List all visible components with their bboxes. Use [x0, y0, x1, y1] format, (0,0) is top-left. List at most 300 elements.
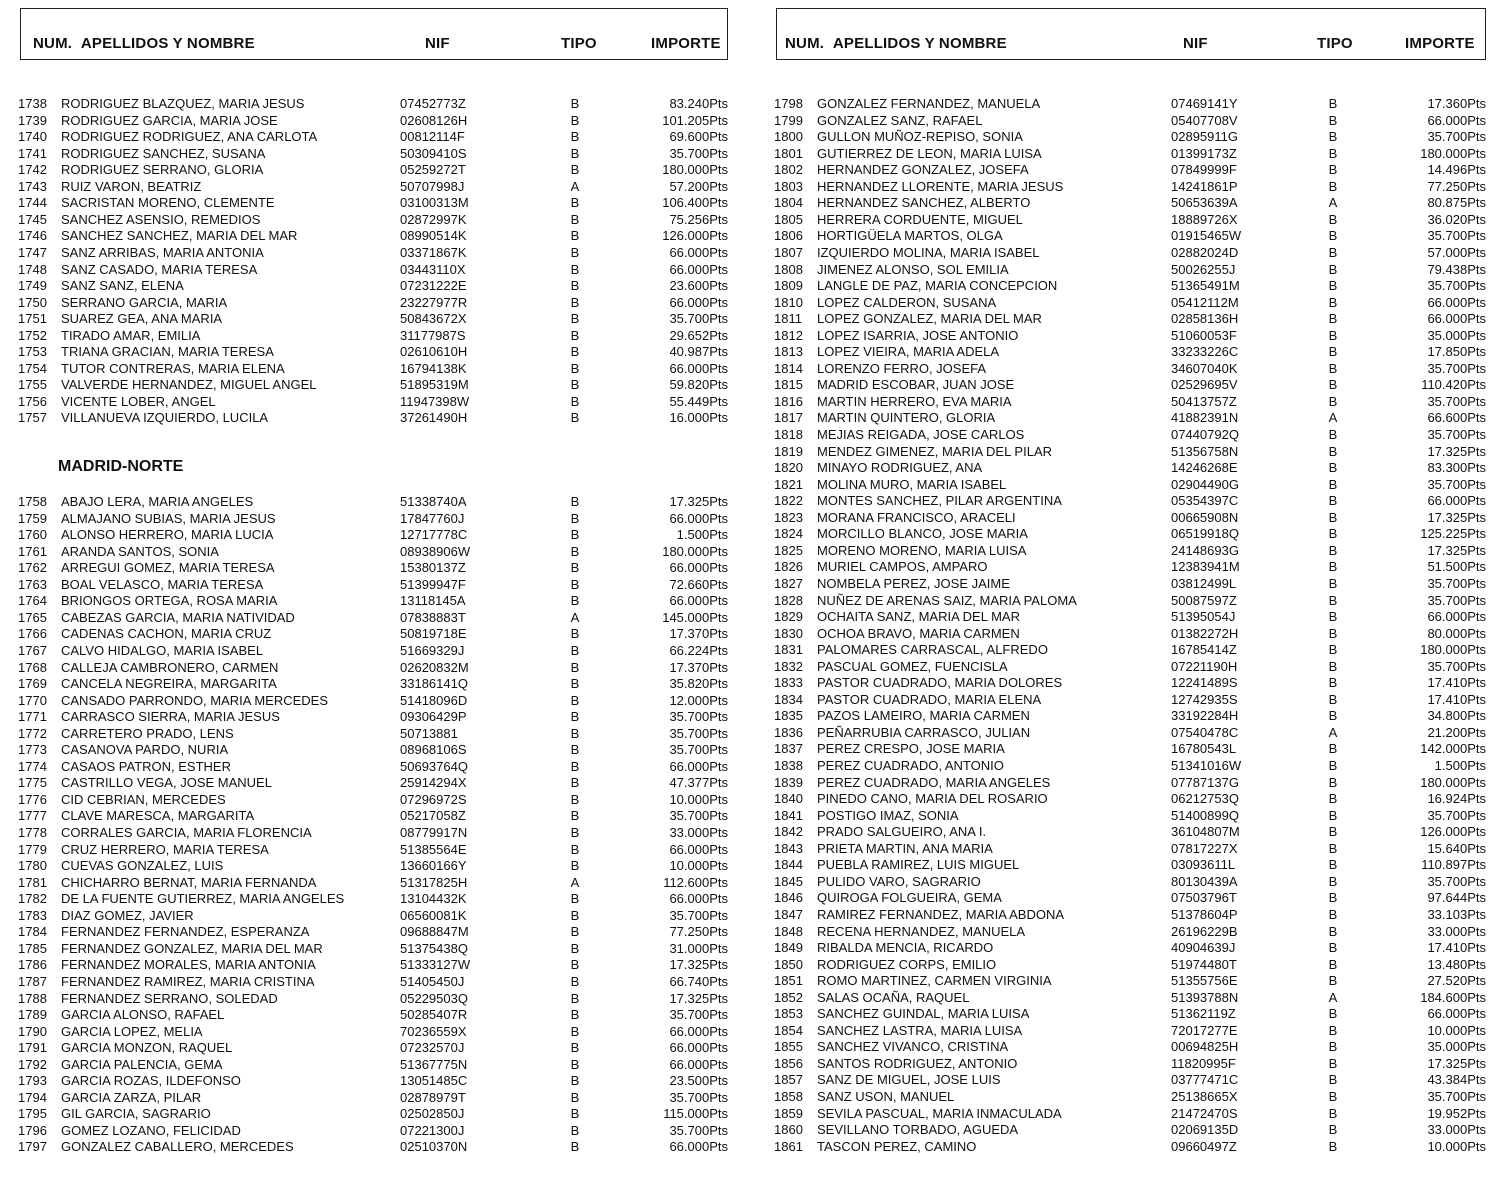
row-name: VICENTE LOBER, ANGEL — [61, 393, 216, 409]
row-num: 1855 — [774, 1039, 803, 1055]
row-importe: 66.000Pts — [669, 758, 728, 774]
table-row — [14, 494, 728, 510]
row-num: 1843 — [774, 840, 803, 856]
row-name: CANCELA NEGREIRA, MARGARITA — [61, 676, 277, 692]
row-tipo: B — [1328, 691, 1338, 707]
row-importe: 66.000Pts — [669, 294, 728, 310]
row-nif: 51974480T — [1171, 956, 1237, 972]
row-tipo: B — [1328, 1072, 1338, 1088]
table-row — [14, 344, 728, 360]
header-num: NUM. — [33, 35, 73, 52]
row-tipo: B — [570, 758, 580, 774]
row-name: NUÑEZ DE ARENAS SAIZ, MARIA PALOMA — [817, 592, 1077, 608]
row-nif: 41882391N — [1171, 410, 1239, 426]
row-tipo: B — [1328, 1006, 1338, 1022]
row-num: 1776 — [18, 791, 47, 807]
row-importe: 77.250Pts — [1427, 178, 1486, 194]
row-num: 1754 — [18, 360, 47, 376]
row-tipo: B — [1328, 244, 1338, 260]
table-row — [14, 957, 728, 973]
table-row — [14, 278, 728, 294]
table-row — [770, 262, 1486, 278]
row-importe: 12.000Pts — [669, 692, 728, 708]
row-nif: 50026255J — [1171, 261, 1236, 277]
table-row — [770, 344, 1486, 360]
row-name: MEJIAS REIGADA, JOSE CARLOS — [817, 427, 1025, 442]
row-num: 1804 — [774, 195, 803, 211]
row-importe: 33.103Pts — [1427, 906, 1486, 922]
row-nif: 50285407R — [400, 1007, 468, 1023]
row-num: 1812 — [774, 327, 803, 343]
table-row — [770, 642, 1486, 658]
row-importe: 66.000Pts — [1427, 1006, 1486, 1022]
row-importe: 77.250Pts — [669, 924, 728, 940]
row-tipo: B — [570, 1106, 580, 1122]
row-importe: 17.325Pts — [669, 990, 728, 1006]
row-num: 1822 — [774, 493, 803, 509]
row-importe: 79.438Pts — [1427, 261, 1486, 277]
row-nif: 05354397C — [1171, 493, 1239, 509]
table-row — [770, 1039, 1486, 1055]
row-name: POSTIGO IMAZ, SONIA — [817, 807, 959, 823]
row-tipo: B — [570, 393, 580, 409]
row-importe: 66.000Pts — [669, 1056, 728, 1072]
header-importe: IMPORTE — [651, 35, 721, 52]
row-name: SANCHEZ SANCHEZ, MARIA DEL MAR — [61, 228, 298, 244]
row-name: MOLINA MURO, MARIA ISABEL — [817, 476, 1007, 492]
row-num: 1797 — [18, 1139, 47, 1155]
row-num: 1781 — [18, 874, 47, 890]
row-nif: 07817227X — [1171, 840, 1238, 856]
row-nif: 02510370N — [400, 1139, 468, 1155]
row-name: CANSADO PARRONDO, MARIA MERCEDES — [61, 692, 329, 708]
row-importe: 19.952Pts — [1427, 1105, 1486, 1121]
row-num: 1841 — [774, 807, 803, 823]
row-tipo: B — [570, 1007, 580, 1023]
row-num: 1748 — [18, 261, 47, 277]
table-row — [770, 328, 1486, 344]
row-nif: 12383941M — [1171, 559, 1240, 575]
row-importe: 80.000Pts — [1427, 625, 1486, 641]
row-name: SANCHEZ LASTRA, MARIA LUISA — [817, 1022, 1023, 1038]
row-tipo: B — [1328, 476, 1338, 492]
row-name: SACRISTAN MORENO, CLEMENTE — [61, 195, 275, 211]
row-nif: 16780543L — [1171, 741, 1237, 757]
table-row — [770, 295, 1486, 311]
row-importe: 35.700Pts — [669, 725, 728, 741]
row-name: RUIZ VARON, BEATRIZ — [61, 178, 202, 194]
row-num: 1780 — [18, 858, 47, 874]
table-row — [14, 113, 728, 129]
row-tipo: A — [1328, 724, 1338, 740]
row-importe: 13.480Pts — [1427, 956, 1486, 972]
table-row — [770, 725, 1486, 741]
row-importe: 180.000Pts — [662, 543, 728, 559]
row-importe: 66.000Pts — [669, 593, 728, 609]
row-nif: 07503796T — [1171, 890, 1237, 906]
row-importe: 35.700Pts — [1427, 278, 1486, 294]
row-nif: 03443110X — [400, 261, 466, 277]
row-name: PEÑARRUBIA CARRASCO, JULIAN — [817, 724, 1031, 740]
row-num: 1809 — [774, 278, 803, 294]
row-importe: 17.325Pts — [1427, 542, 1486, 558]
row-nif: 72017277E — [1171, 1022, 1238, 1038]
row-importe: 14.496Pts — [1427, 162, 1486, 178]
row-tipo: B — [570, 1089, 580, 1105]
row-importe: 1.500Pts — [1434, 758, 1486, 773]
row-name: FERNANDEZ FERNANDEZ, ESPERANZA — [61, 924, 310, 940]
table-row — [14, 195, 728, 211]
row-importe: 35.700Pts — [1427, 1089, 1486, 1104]
row-importe: 17.325Pts — [669, 494, 728, 509]
row-importe: 40.987Pts — [669, 344, 728, 360]
row-num: 1771 — [18, 709, 47, 725]
row-tipo: A — [570, 609, 580, 625]
row-tipo: A — [1328, 410, 1338, 426]
row-tipo: B — [1328, 824, 1338, 840]
row-tipo: B — [570, 593, 580, 609]
row-num: 1783 — [18, 907, 47, 923]
row-importe: 59.820Pts — [669, 377, 728, 393]
row-nif: 50309410S — [400, 145, 467, 161]
table-row — [770, 675, 1486, 691]
row-nif: 51333127W — [400, 957, 471, 973]
row-importe: 80.875Pts — [1427, 195, 1486, 211]
row-tipo: B — [1328, 493, 1338, 509]
table-row — [770, 510, 1486, 526]
row-nif: 37261490H — [400, 410, 468, 426]
row-importe: 115.000Pts — [663, 1106, 728, 1122]
row-num: 1756 — [18, 393, 47, 409]
row-num: 1810 — [774, 294, 803, 310]
table-row — [14, 361, 728, 377]
row-nif: 14246268E — [1171, 460, 1238, 476]
row-num: 1842 — [774, 824, 803, 840]
row-name: SALAS OCAÑA, RAQUEL — [817, 989, 970, 1005]
row-num: 1764 — [18, 593, 47, 609]
table-row — [770, 212, 1486, 228]
row-nif: 07540478C — [1171, 724, 1239, 740]
table-row — [14, 511, 728, 527]
row-nif: 05229503Q — [400, 990, 468, 1006]
row-nif: 51418096D — [400, 692, 468, 708]
row-importe: 66.224Pts — [669, 642, 728, 658]
row-name: HERRERA CORDUENTE, MIGUEL — [817, 211, 1023, 227]
row-name: LANGLE DE PAZ, MARIA CONCEPCION — [817, 278, 1058, 294]
row-num: 1757 — [18, 410, 47, 426]
row-tipo: B — [570, 924, 580, 940]
row-importe: 126.000Pts — [662, 228, 728, 244]
row-nif: 12742935S — [1171, 691, 1238, 707]
table-row — [770, 957, 1486, 973]
row-num: 1832 — [774, 658, 803, 674]
row-tipo: B — [570, 327, 580, 343]
row-nif: 02529695V — [1171, 377, 1238, 393]
row-importe: 97.644Pts — [1427, 890, 1486, 906]
row-nif: 09688847M — [400, 924, 469, 940]
row-tipo: B — [570, 311, 580, 327]
row-tipo: B — [570, 294, 580, 310]
table-row — [14, 1057, 728, 1073]
table-row — [770, 228, 1486, 244]
table-row — [770, 311, 1486, 327]
row-num: 1753 — [18, 344, 47, 360]
row-name: CORRALES GARCIA, MARIA FLORENCIA — [61, 825, 312, 840]
row-nif: 07849999F — [1171, 162, 1237, 178]
row-name: LOPEZ GONZALEZ, MARIA DEL MAR — [817, 311, 1042, 327]
row-name: GOMEZ LOZANO, FELICIDAD — [61, 1122, 241, 1138]
row-name: PEREZ CUADRADO, ANTONIO — [817, 758, 1004, 773]
row-tipo: B — [570, 211, 580, 227]
row-nif: 51365491M — [1171, 278, 1240, 294]
row-name: RODRIGUEZ CORPS, EMILIO — [817, 956, 997, 972]
row-tipo: B — [570, 377, 580, 393]
row-importe: 10.000Pts — [1427, 1022, 1486, 1038]
row-nif: 24148693G — [1171, 542, 1239, 558]
row-name: LOPEZ CALDERON, SUSANA — [817, 294, 997, 310]
table-row — [14, 1040, 728, 1056]
row-num: 1768 — [18, 659, 47, 675]
row-tipo: B — [1328, 228, 1338, 244]
row-num: 1766 — [18, 626, 47, 642]
row-importe: 184.600Pts — [1420, 989, 1486, 1005]
row-num: 1836 — [774, 724, 803, 740]
table-row — [770, 890, 1486, 906]
row-nif: 51060053F — [1171, 327, 1237, 343]
row-nif: 03812499L — [1171, 575, 1237, 591]
table-row — [14, 775, 728, 791]
row-name: CASANOVA PARDO, NURIA — [61, 742, 229, 758]
row-num: 1818 — [774, 427, 803, 442]
row-name: MARTIN HERRERO, EVA MARIA — [817, 393, 1012, 409]
row-nif: 51393788N — [1171, 989, 1239, 1005]
row-nif: 07787137G — [1171, 774, 1239, 790]
table-row — [14, 858, 728, 874]
row-importe: 36.020Pts — [1427, 211, 1486, 227]
table-row — [770, 1089, 1486, 1105]
row-num: 1758 — [18, 494, 47, 509]
row-name: ALONSO HERRERO, MARIA LUCIA — [61, 527, 274, 543]
row-name: NOMBELA PEREZ, JOSE JAIME — [817, 575, 1010, 591]
row-name: RODRIGUEZ BLAZQUEZ, MARIA JESUS — [61, 96, 305, 111]
row-tipo: B — [570, 195, 580, 211]
row-importe: 35.700Pts — [1427, 360, 1486, 376]
row-tipo: B — [1328, 758, 1338, 773]
row-name: RAMIREZ FERNANDEZ, MARIA ABDONA — [817, 906, 1065, 922]
table-row — [770, 1072, 1486, 1088]
row-num: 1750 — [18, 294, 47, 310]
row-nif: 13118145A — [400, 593, 466, 609]
row-importe: 47.377Pts — [669, 775, 728, 791]
table-row — [770, 907, 1486, 923]
row-num: 1744 — [18, 195, 47, 211]
row-num: 1787 — [18, 973, 47, 989]
table-row — [14, 626, 728, 642]
row-num: 1740 — [18, 129, 47, 145]
table-row — [770, 245, 1486, 261]
table-row — [770, 493, 1486, 509]
table-row — [770, 1106, 1486, 1122]
row-importe: 66.000Pts — [669, 360, 728, 376]
row-num: 1814 — [774, 360, 803, 376]
row-importe: 10.000Pts — [1427, 1138, 1486, 1154]
row-name: MINAYO RODRIGUEZ, ANA — [817, 460, 983, 476]
row-num: 1773 — [18, 742, 47, 758]
row-importe: 16.000Pts — [669, 410, 728, 426]
row-num: 1774 — [18, 758, 47, 774]
row-importe: 66.600Pts — [1427, 410, 1486, 426]
table-row — [770, 775, 1486, 791]
table-row — [770, 460, 1486, 476]
row-nif: 50819718E — [400, 626, 467, 642]
table-row — [770, 162, 1486, 178]
row-tipo: B — [570, 676, 580, 692]
row-num: 1802 — [774, 162, 803, 178]
row-importe: 35.700Pts — [669, 709, 728, 725]
row-tipo: B — [570, 891, 580, 907]
row-num: 1760 — [18, 527, 47, 543]
table-row — [14, 610, 728, 626]
row-nif: 08968106S — [400, 742, 467, 758]
table-row — [14, 1073, 728, 1089]
table-row — [14, 96, 728, 112]
row-nif: 02878979T — [400, 1089, 466, 1105]
row-name: CASAOS PATRON, ESTHER — [61, 758, 231, 774]
row-tipo: B — [1328, 840, 1338, 856]
row-nif: 00812114F — [400, 129, 465, 145]
row-name: GUTIERREZ DE LEON, MARIA LUISA — [817, 145, 1042, 161]
row-num: 1743 — [18, 178, 47, 194]
row-nif: 02895911G — [1171, 129, 1238, 145]
row-nif: 21472470S — [1171, 1105, 1238, 1121]
row-importe: 106.400Pts — [662, 195, 728, 211]
row-tipo: B — [570, 907, 580, 923]
row-nif: 07221190H — [1171, 658, 1238, 674]
row-num: 1823 — [774, 509, 803, 525]
row-importe: 142.000Pts — [1420, 741, 1486, 757]
row-num: 1777 — [18, 808, 47, 824]
row-num: 1845 — [774, 873, 803, 889]
table-row — [770, 973, 1486, 989]
row-tipo: B — [570, 576, 580, 592]
row-importe: 17.370Pts — [669, 659, 728, 675]
row-name: SEVILA PASCUAL, MARIA INMACULADA — [817, 1105, 1062, 1121]
row-num: 1759 — [18, 510, 47, 526]
table-row — [14, 295, 728, 311]
row-importe: 35.700Pts — [669, 808, 728, 824]
row-tipo: B — [1328, 973, 1338, 989]
row-nif: 50693764Q — [400, 758, 468, 774]
row-name: PASTOR CUADRADO, MARIA ELENA — [817, 691, 1042, 707]
row-tipo: B — [1328, 675, 1338, 691]
row-nif: 25138665X — [1171, 1089, 1238, 1104]
header-nif: NIF — [1183, 35, 1208, 52]
row-importe: 35.700Pts — [1427, 658, 1486, 674]
row-num: 1747 — [18, 244, 47, 260]
row-name: CALVO HIDALGO, MARIA ISABEL — [61, 642, 264, 658]
row-name: DE LA FUENTE GUTIERREZ, MARIA ANGELES — [61, 891, 345, 907]
row-importe: 23.600Pts — [669, 278, 728, 294]
row-tipo: B — [1328, 393, 1338, 409]
row-importe: 66.000Pts — [1427, 493, 1486, 509]
row-tipo: B — [570, 360, 580, 376]
row-num: 1742 — [18, 162, 47, 178]
table-row — [14, 328, 728, 344]
row-importe: 83.240Pts — [669, 96, 728, 111]
table-row — [770, 1056, 1486, 1072]
row-num: 1844 — [774, 857, 803, 873]
row-nif: 51355756E — [1171, 973, 1238, 989]
row-num: 1821 — [774, 476, 803, 492]
row-importe: 66.000Pts — [1427, 112, 1486, 128]
row-name: CID CEBRIAN, MERCEDES — [61, 791, 226, 807]
row-num: 1819 — [774, 443, 803, 459]
row-tipo: B — [570, 973, 580, 989]
table-row — [14, 162, 728, 178]
row-nif: 51341016W — [1171, 758, 1242, 773]
row-name: TASCON PEREZ, CAMINO — [817, 1138, 977, 1154]
row-importe: 17.410Pts — [1427, 675, 1486, 691]
table-row — [770, 444, 1486, 460]
row-name: PEREZ CRESPO, JOSE MARIA — [817, 741, 1005, 757]
row-importe: 17.850Pts — [1427, 344, 1486, 360]
row-nif: 12717778C — [400, 527, 468, 543]
row-num: 1738 — [18, 96, 47, 111]
table-row — [770, 857, 1486, 873]
table-row — [14, 842, 728, 858]
table-row — [770, 526, 1486, 542]
row-tipo: B — [570, 560, 580, 576]
table-row — [14, 924, 728, 940]
row-tipo: B — [1328, 741, 1338, 757]
row-tipo: B — [1328, 460, 1338, 476]
row-name: RIBALDA MENCIA, RICARDO — [817, 940, 994, 956]
row-tipo: B — [570, 775, 580, 791]
table-row — [770, 146, 1486, 162]
row-num: 1824 — [774, 526, 803, 542]
row-tipo: B — [570, 344, 580, 360]
row-tipo: B — [1328, 1105, 1338, 1121]
row-name: PULIDO VARO, SAGRARIO — [817, 873, 981, 889]
table-row — [14, 875, 728, 891]
row-name: GONZALEZ FERNANDEZ, MANUELA — [817, 96, 1041, 111]
table-row — [770, 841, 1486, 857]
row-nif: 07232570J — [400, 1040, 465, 1056]
row-nif: 07838883T — [400, 609, 466, 625]
row-name: HORTIGÜELA MARTOS, OLGA — [817, 228, 1003, 244]
row-name: MORENO MORENO, MARIA LUISA — [817, 542, 1027, 558]
row-importe: 112.600Pts — [663, 874, 728, 890]
table-row — [770, 1023, 1486, 1039]
row-tipo: B — [1328, 162, 1338, 178]
row-num: 1791 — [18, 1040, 47, 1056]
table-row — [14, 245, 728, 261]
row-nif: 02858136H — [1171, 311, 1239, 327]
table-row — [14, 377, 728, 393]
row-tipo: B — [570, 278, 580, 294]
row-nif: 26196229B — [1171, 923, 1238, 939]
row-num: 1739 — [18, 112, 47, 128]
row-nif: 03777471C — [1171, 1072, 1239, 1088]
row-nif: 25914294X — [400, 775, 467, 791]
table-header — [20, 8, 728, 60]
row-tipo: B — [570, 228, 580, 244]
row-tipo: B — [570, 659, 580, 675]
row-name: CRUZ HERRERO, MARIA TERESA — [61, 841, 269, 857]
row-importe: 57.000Pts — [1427, 244, 1486, 260]
row-tipo: B — [570, 841, 580, 857]
row-num: 1799 — [774, 112, 803, 128]
